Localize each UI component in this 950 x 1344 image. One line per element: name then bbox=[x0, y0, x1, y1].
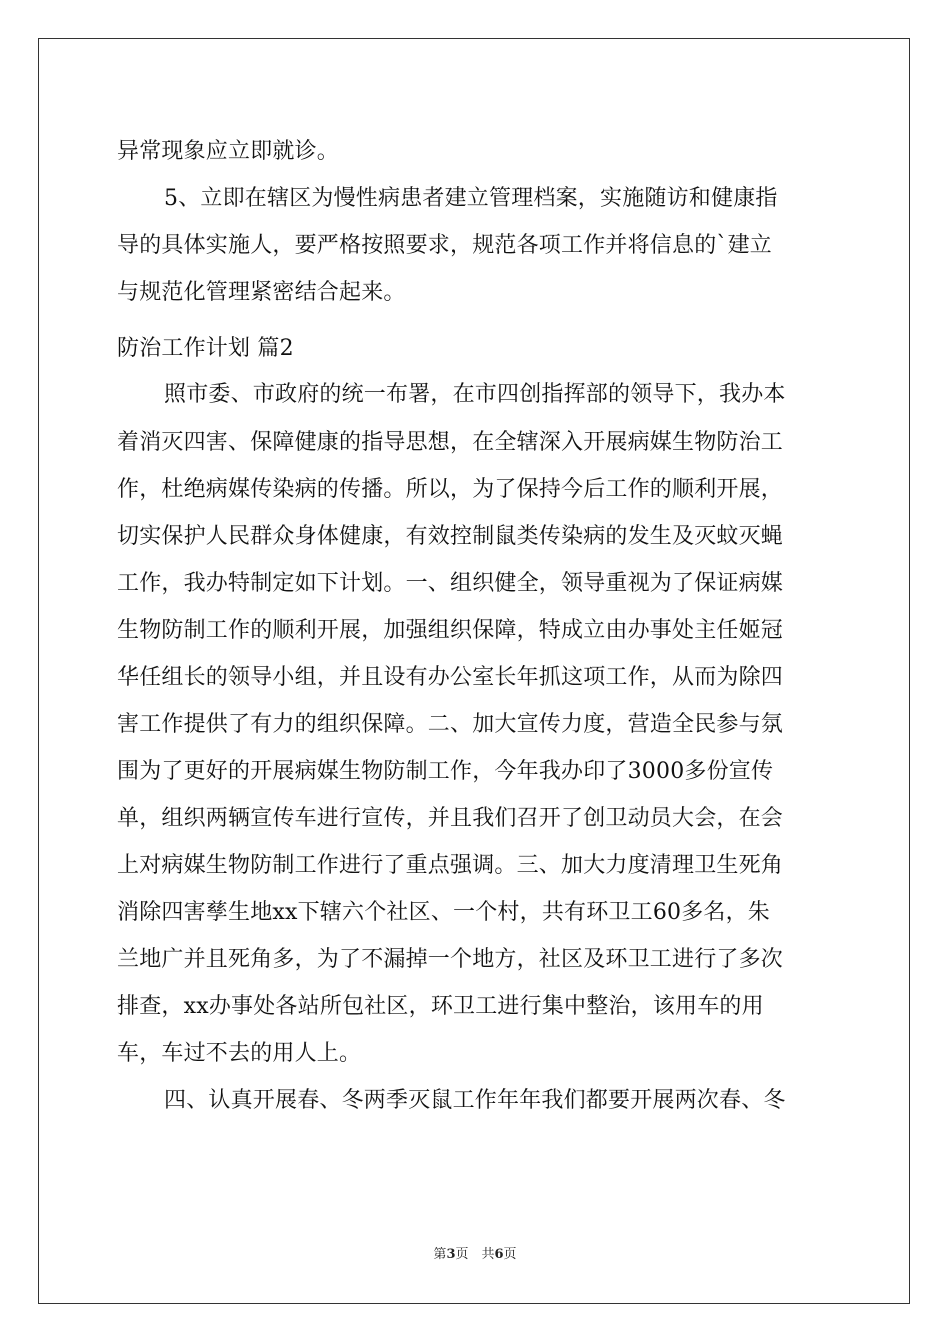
text-line: 华任组长的领导小组，并且设有办公室长年抓这项工作，从而为除四 bbox=[117, 665, 784, 690]
page-footer bbox=[0, 1247, 950, 1263]
total-pages: 6 bbox=[494, 1247, 504, 1262]
text-line: 上对病媒生物防制工作进行了重点强调。三、加大力度清理卫生死角 bbox=[117, 853, 784, 878]
text-line: 作，杜绝病媒传染病的传播。所以，为了保持今后工作的顺利开展， bbox=[117, 477, 784, 502]
text-line: 害工作提供了有力的组织保障。二、加大宣传力度，营造全民参与氛 bbox=[117, 712, 784, 737]
text-line: 照市委、市政府的统一布署，在市四创指挥部的领导下，我办本 bbox=[164, 382, 786, 407]
page-prefix: 第 bbox=[433, 1247, 447, 1262]
text-line: 单，组织两辆宣传车进行宣传，并且我们召开了创卫动员大会，在会 bbox=[117, 806, 784, 831]
text-line: 导的具体实施人，要严格按照要求，规范各项工作并将信息的`建立 bbox=[117, 233, 773, 258]
text-line: 消除四害孳生地xx下辖六个社区、一个村，共有环卫工60多名，朱 bbox=[117, 900, 771, 925]
text-line: 切实保护人民群众身体健康，有效控制鼠类传染病的发生及灭蚊灭蝇 bbox=[117, 524, 784, 549]
page-suffix: 页 bbox=[503, 1247, 517, 1262]
text-line: 工作，我办特制定如下计划。一、组织健全，领导重视为了保证病媒 bbox=[117, 571, 784, 596]
text-line: 5、立即在辖区为慢性病患者建立管理档案，实施随访和健康指 bbox=[164, 186, 778, 211]
text-line: 着消灭四害、保障健康的指导思想，在全辖深入开展病媒生物防治工 bbox=[117, 430, 784, 455]
text-line: 车，车过不去的用人上。 bbox=[117, 1041, 362, 1066]
text-line: 四、认真开展春、冬两季灭鼠工作年年我们都要开展两次春、冬 bbox=[164, 1088, 786, 1113]
text-line: 异常现象应立即就诊。 bbox=[117, 139, 340, 164]
section-heading: 防治工作计划 篇2 bbox=[117, 336, 294, 361]
text-line: 兰地广并且死角多，为了不漏掉一个地方，社区及环卫工进行了多次 bbox=[117, 947, 784, 972]
text-line: 生物防制工作的顺利开展，加强组织保障，特成立由办事处主任姬冠 bbox=[117, 618, 784, 643]
text-line: 与规范化管理紧密结合起来。 bbox=[117, 280, 406, 305]
page-number: 3 bbox=[446, 1247, 456, 1262]
page-mid: 页 共 bbox=[455, 1247, 495, 1262]
text-line: 围为了更好的开展病媒生物防制工作，今年我办印了3000多份宣传 bbox=[117, 759, 774, 784]
text-line: 排查，xx办事处各站所包社区，环卫工进行集中整治，该用车的用 bbox=[117, 994, 764, 1019]
